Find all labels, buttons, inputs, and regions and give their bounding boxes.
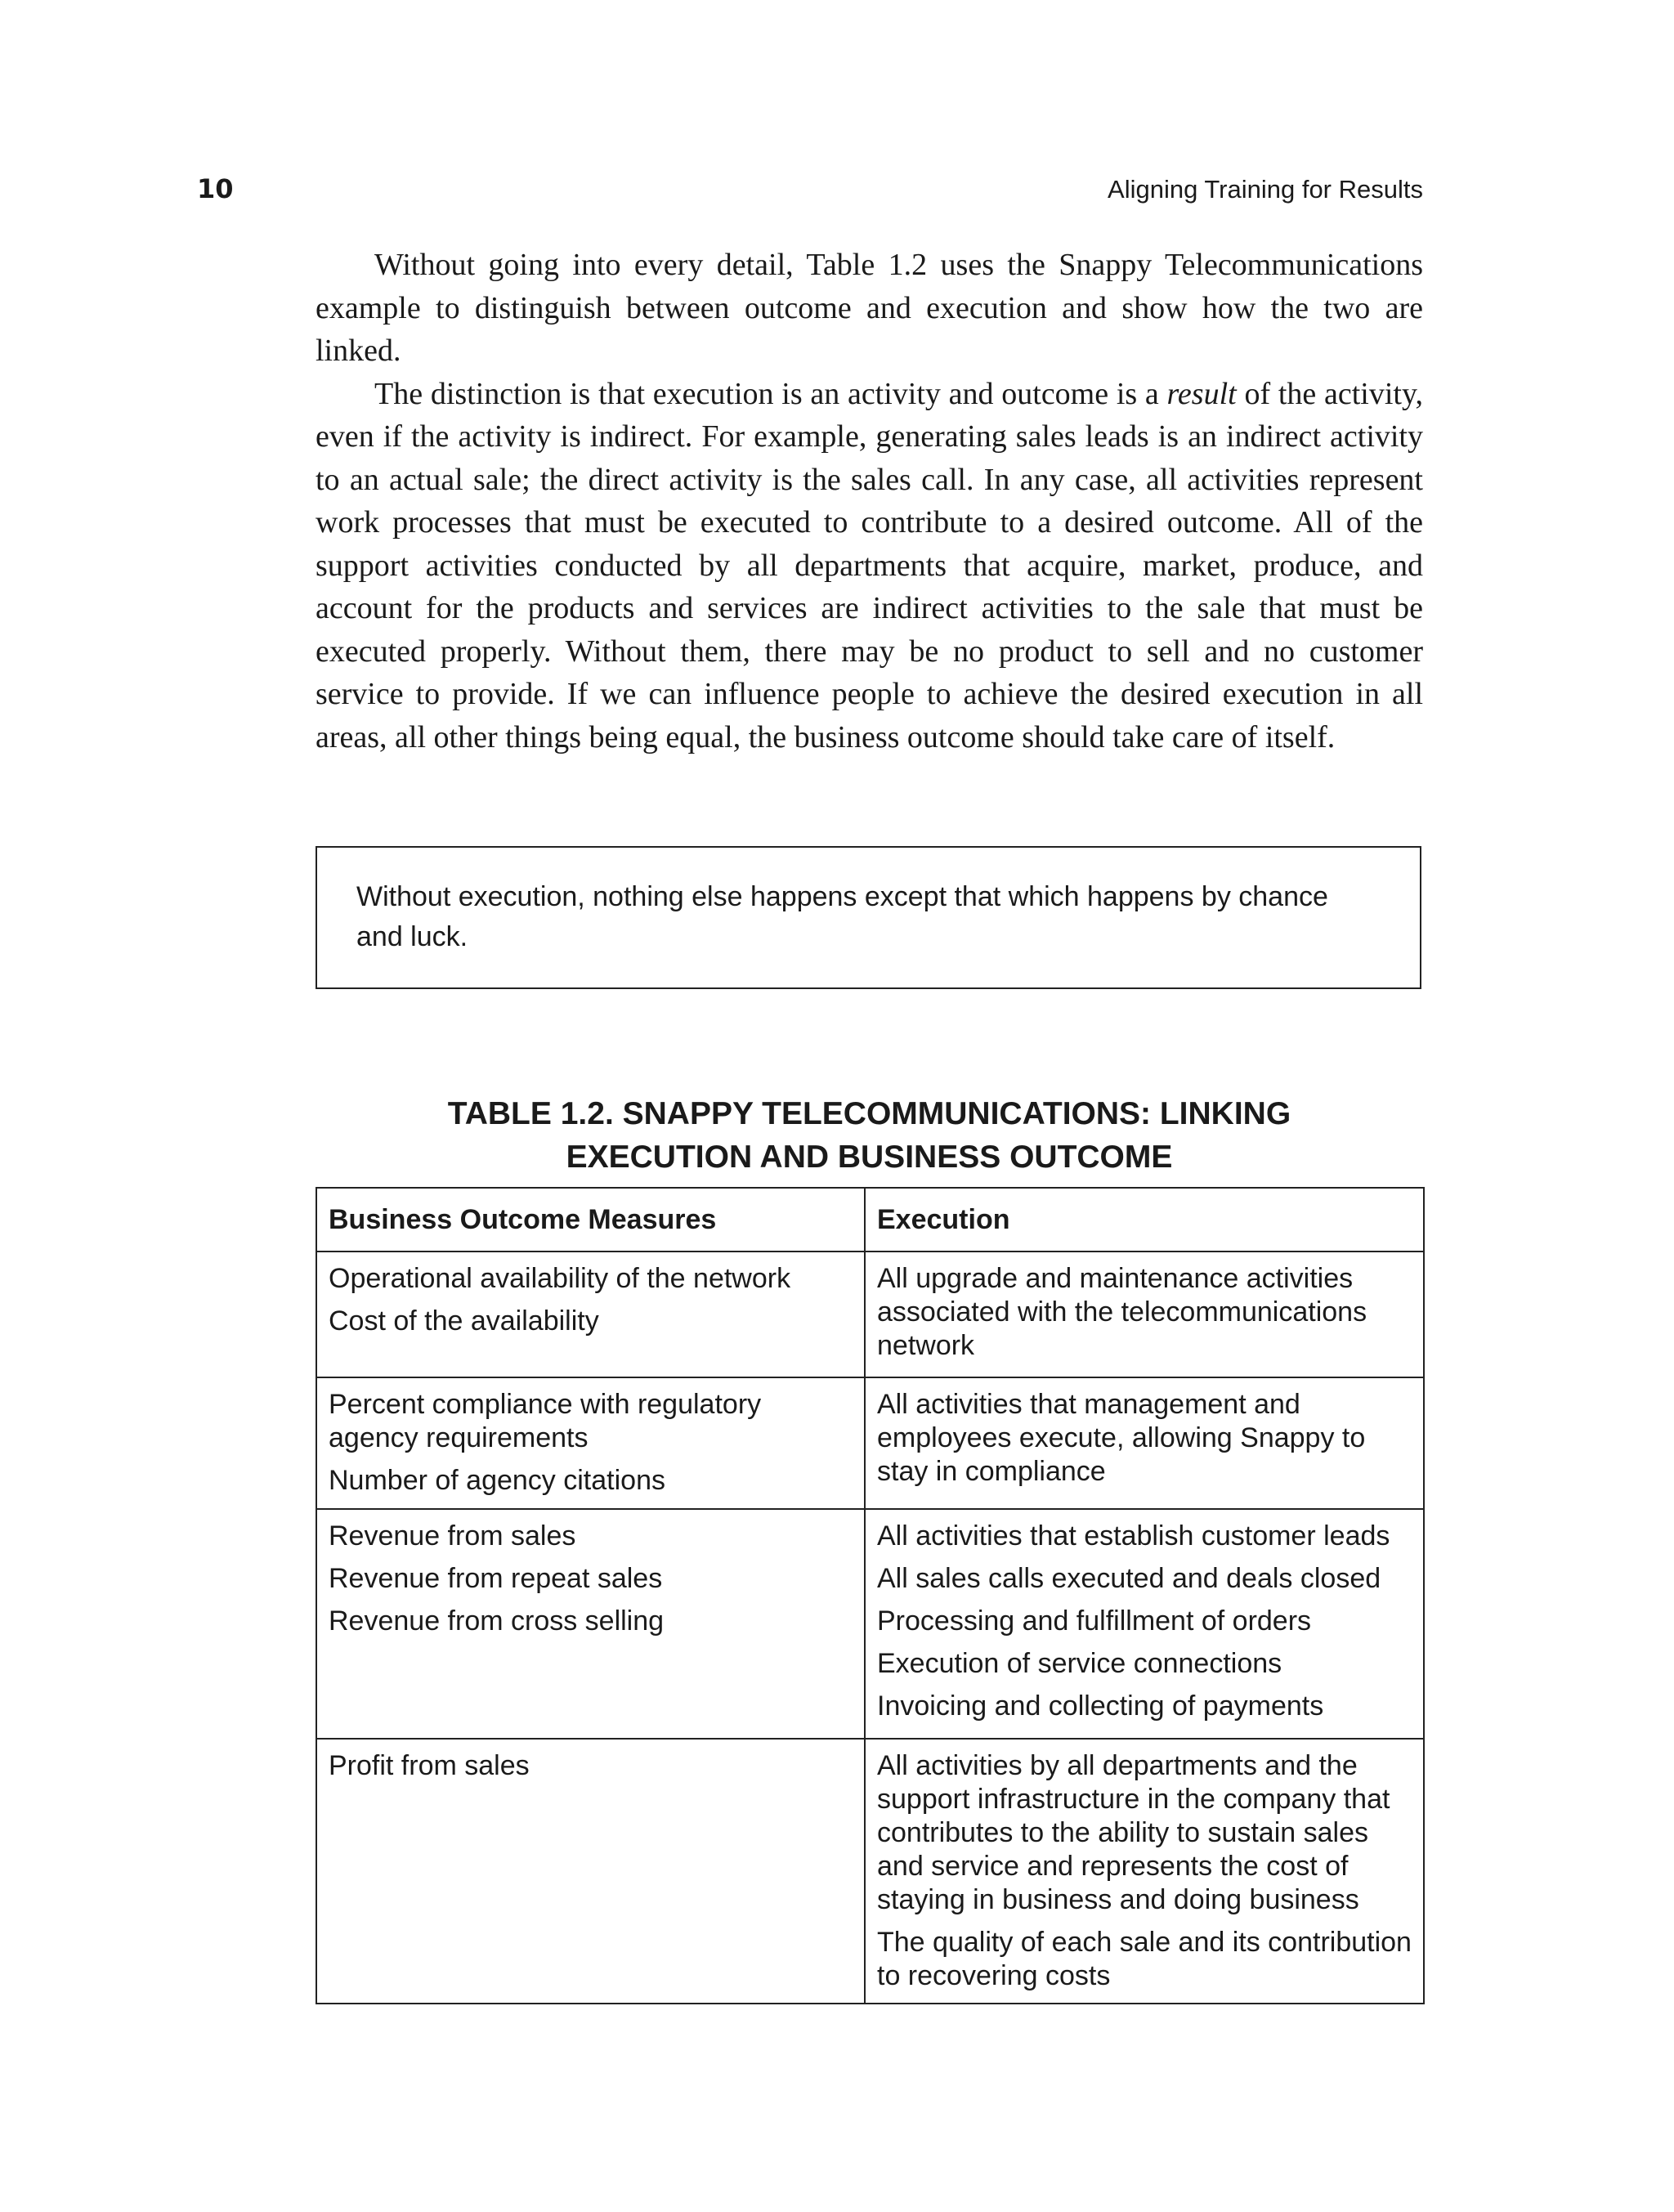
paragraph-2-end: of the activity, even if the activity is indirect. For example, generating sales leads is an indirect activity to an actual sale; the direct activity is the sales call. In any case, all activities represent work processes that must be executed to contribute to a desired outcome. All of the support activities conducted by all departments that acquire, market, produce, and account for the products and services are indirect activities to the sale that must be executed properly. Without them, there may be no product to sell and no customer service to provide. If we can influence people to achieve the desired execution in all areas, all other things being equal, the business outcome should take care of itself. bbox=[316, 376, 1423, 754]
execution-item: All sales calls executed and deals closed bbox=[877, 1563, 1381, 1594]
body-text bbox=[316, 244, 1423, 759]
outcome-item: Profit from sales bbox=[329, 1750, 530, 1781]
execution-item: Processing and fulfillment of orders bbox=[877, 1605, 1312, 1637]
execution-item: Invoicing and collecting of payments bbox=[877, 1690, 1324, 1722]
outcome-item: Cost of the availability bbox=[329, 1305, 599, 1337]
table-header-row bbox=[316, 1188, 1424, 1252]
execution-item: The quality of each sale and its contribution to recovering costs bbox=[877, 1927, 1412, 1991]
paragraph-2-emphasis: result bbox=[1166, 376, 1237, 411]
execution-cell bbox=[865, 1509, 1424, 1739]
outcome-execution-table bbox=[316, 1187, 1425, 2004]
execution-item: All activities by all departments and the support infrastructure in the company that contributes to the ability to sustain sales and service and represents the cost of staying in business and doing business bbox=[877, 1750, 1390, 1915]
outcome-item: Revenue from cross selling bbox=[329, 1605, 665, 1637]
outcome-cell bbox=[316, 1509, 865, 1739]
execution-item: All activities that establish customer leads bbox=[877, 1520, 1390, 1552]
outcome-cell bbox=[316, 1252, 865, 1377]
outcome-item: Revenue from sales bbox=[329, 1520, 576, 1552]
table-row bbox=[316, 1377, 1424, 1509]
table-row bbox=[316, 1509, 1424, 1739]
outcome-item: Number of agency citations bbox=[329, 1465, 665, 1496]
outcome-item: Revenue from repeat sales bbox=[329, 1563, 663, 1594]
execution-item: Execution of service connections bbox=[877, 1648, 1282, 1679]
table-title bbox=[316, 1092, 1423, 1179]
outcome-item: Percent compliance with regulatory agency requirements bbox=[329, 1389, 762, 1453]
header-execution: Execution bbox=[865, 1188, 1424, 1252]
outcome-cell bbox=[316, 1739, 865, 2004]
execution-cell bbox=[865, 1739, 1424, 2004]
table-title-line-1: TABLE 1.2. SNAPPY TELECOMMUNICATIONS: LINKING bbox=[447, 1096, 1291, 1131]
table-row bbox=[316, 1252, 1424, 1377]
paragraph-1: Without going into every detail, Table 1.2 uses the Snappy Telecommunications example to distinguish between outcome and execution and show how the two are linked. bbox=[316, 248, 1423, 368]
table-row bbox=[316, 1739, 1424, 2004]
callout-box bbox=[316, 846, 1421, 989]
execution-item: All upgrade and maintenance activities associated with the telecommunications network bbox=[877, 1263, 1367, 1361]
page-number: 10 bbox=[197, 173, 234, 204]
paragraph-2-start: The distinction is that execution is an activity and outcome is a bbox=[374, 376, 1167, 411]
header-outcome-measures: Business Outcome Measures bbox=[316, 1188, 865, 1252]
running-head: Aligning Training for Results bbox=[1108, 175, 1423, 204]
paragraph-2 bbox=[316, 373, 1423, 759]
outcome-cell bbox=[316, 1377, 865, 1509]
outcome-item: Operational availability of the network bbox=[329, 1263, 791, 1294]
table-title-line-2: EXECUTION AND BUSINESS OUTCOME bbox=[566, 1140, 1173, 1175]
callout-text: Without execution, nothing else happens except that which happens by chance and luck. bbox=[356, 881, 1328, 952]
execution-cell bbox=[865, 1252, 1424, 1377]
execution-cell bbox=[865, 1377, 1424, 1509]
execution-item: All activities that management and employees execute, allowing Snappy to stay in compliance bbox=[877, 1389, 1366, 1487]
